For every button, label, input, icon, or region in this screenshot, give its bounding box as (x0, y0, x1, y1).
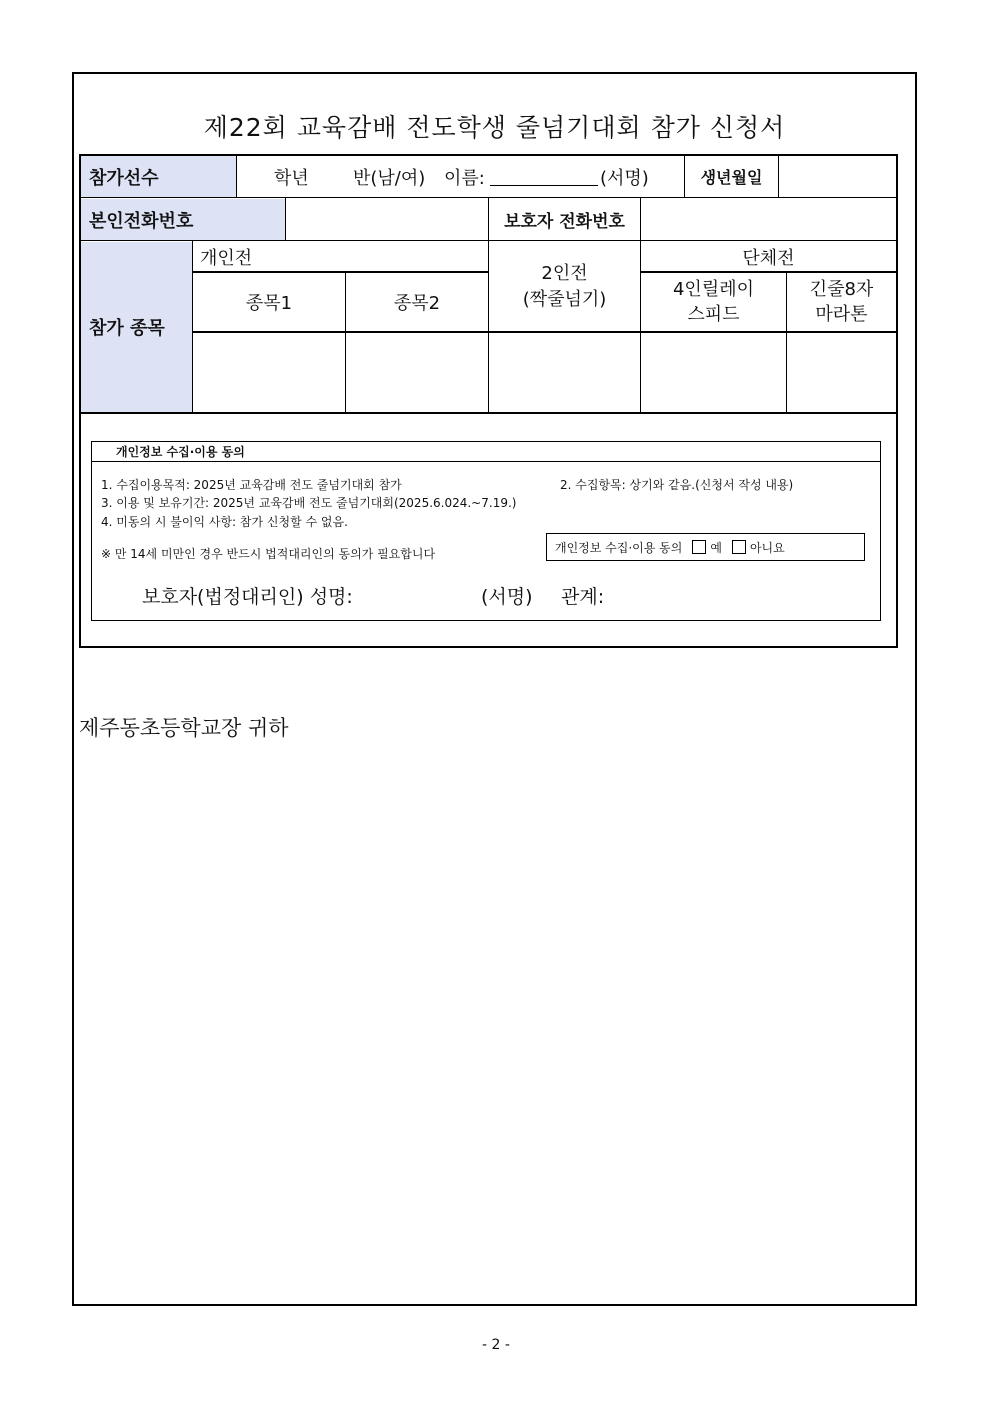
no-checkbox[interactable] (732, 540, 746, 554)
consent-item3: 3. 이용 및 보유기간: 2025년 교육감배 전도 줄넘기대회(2025.6.024.~7.19.) (101, 496, 517, 510)
long-line2: 마라톤 (815, 304, 868, 325)
self-phone-label: 본인전화번호 (89, 210, 194, 232)
no-label: 아니요 (749, 540, 785, 555)
team-label: 단체전 (742, 247, 795, 269)
guardian-phone-label: 보호자 전화번호 (504, 212, 625, 232)
events-label: 참가 종목 (89, 318, 165, 339)
event2-input[interactable] (346, 333, 488, 412)
event1-label: 종목1 (245, 293, 293, 314)
long-rope-event-input[interactable] (787, 333, 896, 412)
relation-label: 관계: (561, 586, 605, 608)
long-rope-event-label (787, 273, 896, 331)
guardian-phone-input[interactable] (642, 199, 896, 240)
consent-item2: 2. 수집항목: 상기와 같음.(신청서 작성 내용) (560, 478, 794, 492)
consent-note: ※ 만 14세 미만인 경우 반드시 법적대리인의 동의가 필요합니다 (101, 547, 436, 561)
long-line1: 긴줄8자 (809, 279, 874, 300)
name-input-line[interactable] (490, 185, 598, 186)
consent-item1: 1. 수집이용목적: 2025년 교육감배 전도 줄넘기대회 참가 (101, 478, 402, 492)
self-phone-input[interactable] (287, 199, 487, 240)
relay-event-input[interactable] (641, 333, 786, 412)
page-number: - 2 - (482, 1337, 510, 1353)
event1-input[interactable] (193, 333, 345, 412)
agree-label: 개인정보 수집·이용 동의 (555, 540, 683, 555)
pair-event-label (489, 242, 640, 331)
recipient-text: 제주동초등학교장 귀하 (79, 716, 289, 740)
guardian-name-input[interactable] (385, 580, 475, 606)
relation-input[interactable] (612, 580, 732, 606)
birth-input[interactable] (780, 156, 896, 197)
agree-box (546, 533, 865, 561)
participant-label: 참가선수 (89, 167, 159, 189)
relay-event-label (641, 273, 786, 331)
consent-header: 개인정보 수집·이용 동의 (116, 445, 245, 459)
consent-item4: 4. 미동의 시 불이익 사항: 참가 신청할 수 없음. (101, 515, 348, 529)
relay-line2: 스피드 (687, 304, 740, 325)
yes-checkbox[interactable] (692, 540, 706, 554)
birth-label: 생년월일 (700, 168, 763, 187)
pair-line1: 2인전 (541, 262, 588, 284)
relay-line1: 4인릴레이 (672, 279, 754, 300)
class-gender-label: 반(남/여) (353, 167, 426, 189)
pair-line2: (짝줄넘기) (522, 288, 607, 310)
individual-label: 개인전 (200, 247, 253, 269)
guardian-sign-label: (서명) (481, 586, 533, 608)
pair-event-input[interactable] (489, 333, 640, 412)
form-title: 제22회 교육감배 전도학생 줄넘기대회 참가 신청서 (203, 113, 786, 142)
name-label: 이름: (444, 167, 485, 189)
signature-label: (서명) (600, 167, 649, 189)
guardian-name-label: 보호자(법정대리인) 성명: (142, 586, 353, 608)
grade-label: 학년 (274, 167, 309, 189)
event2-label: 종목2 (393, 293, 441, 314)
yes-label: 예 (710, 540, 722, 555)
